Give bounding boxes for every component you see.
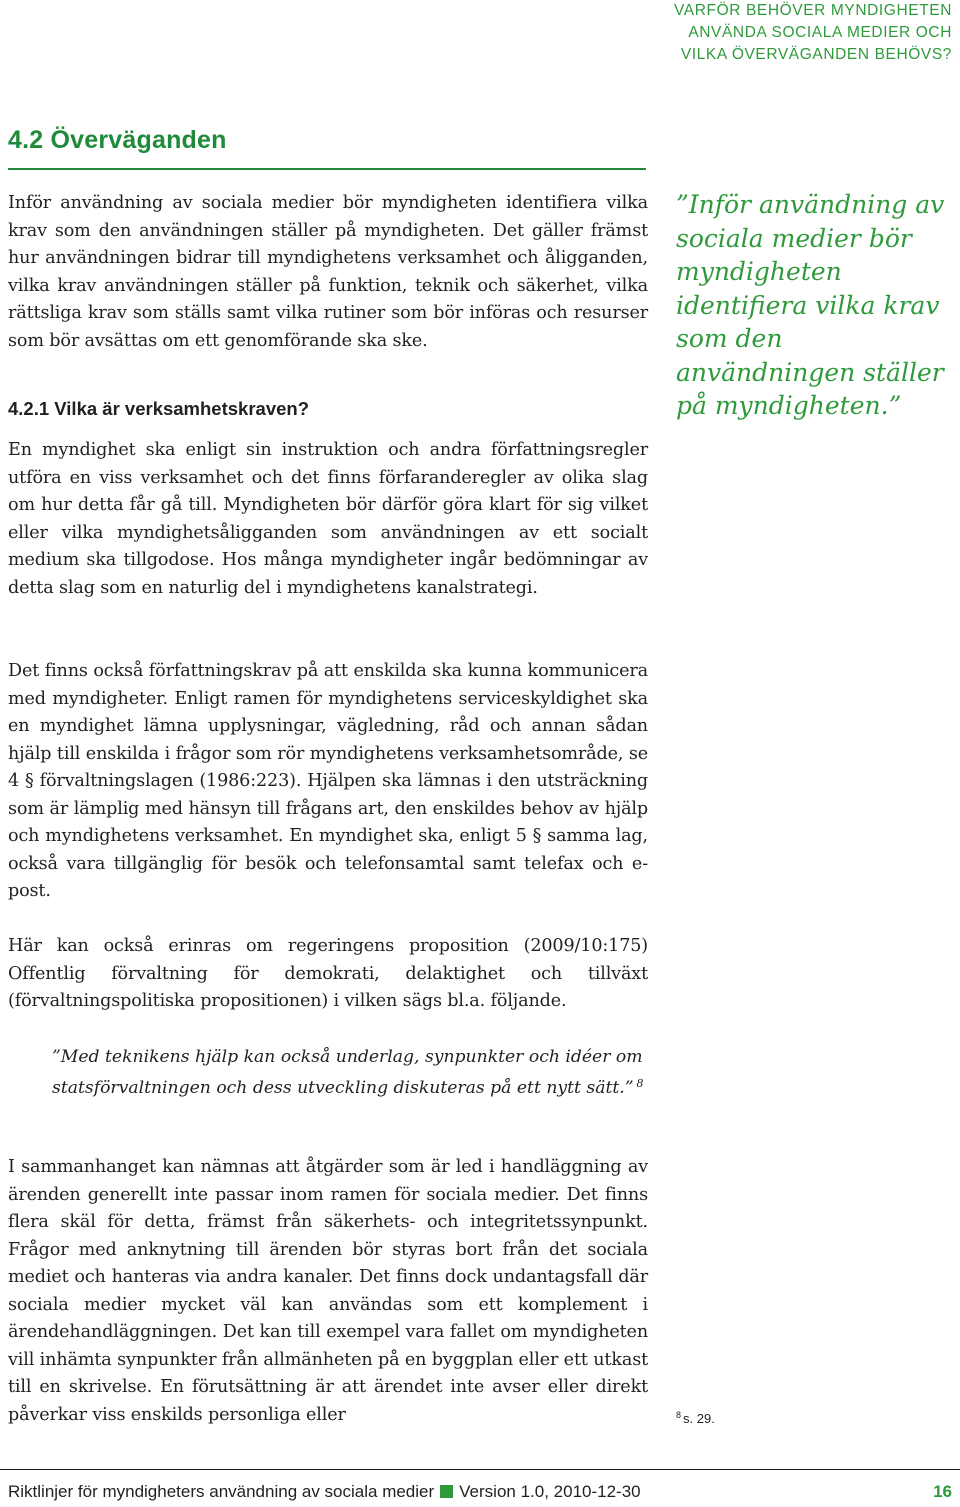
pull-quote: ”Inför användning av sociala medier bör myndigheten identifiera vilka krav som den användningen ställer på myndigheten.” [676, 190, 945, 420]
running-head-line-3: VILKA ÖVERVÄGANDEN BEHÖVS? [680, 46, 952, 63]
subsection-paragraph-4: I sammanhanget kan nämnas att åtgärder som är led i handläggning av ärenden generellt inte passar inom ramen för sociala medier. Det finns flera skäl för detta, främst från säkerhets- och integritetssynpunkt. Frågor med anknytning till ärenden bör styras bort från det sociala mediet och hanteras via andra kanaler. Det finns dock undantagsfall där sociala medier mycket väl kan användas som ett komplement i ärendehandläggningen. Det kan till exempel vara fallet om myndigheten vill inhämta synpunkter från allmänheten på en byggplan eller ett utkast till en skrivelse. En förutsättning är att ärendet inte avser eller direkt påverkar viss enskilds personliga eller [8, 1157, 648, 1425]
footer-rule [0, 1469, 960, 1470]
section-heading-rule [8, 168, 646, 170]
block-quote-text: ”Med teknikens hjälp kan också underlag, synpunkter och idéer om statsförvaltningen och dess utveckling diskuteras på ett nytt sätt.” [52, 1047, 643, 1098]
block-quote [52, 1044, 652, 1101]
subsection-paragraph-3: Här kan också erinras om regeringens proposition (2009/10:175) Offentlig förvaltning för demokrati, delaktighet och tillväxt (förvaltningspolitiska propositionen) i vilken sägs bl.a. följande. [8, 936, 648, 1011]
footnote [676, 1410, 715, 1426]
page-number: 16 [933, 1482, 952, 1501]
subsection-paragraph-block-4 [8, 1154, 648, 1429]
square-bullet-icon [440, 1485, 453, 1498]
section-heading: 4.2 Överväganden [8, 126, 227, 154]
subsection-paragraph-1: En myndighet ska enligt sin instruktion och andra författningsregler utföra en viss verksamhet och det finns förfaranderegler av olika slag om hur detta får gå till. Myndigheten bör därför göra klart för sig vilket eller vilka myndighetsåligganden som användningen av ett socialt medium ska tillgodose. Hos många myndigheter ingår bedömningar av detta slag som en naturlig del i myndighetens kanalstrategi. [8, 440, 648, 598]
running-head [622, 0, 952, 66]
footer-title: Riktlinjer för myndigheters användning av sociala medier [8, 1482, 435, 1501]
running-head-line-2: ANVÄNDA SOCIALA MEDIER OCH [688, 24, 952, 41]
section-intro [8, 190, 648, 355]
footer-version: Version 1.0, 2010-12-30 [459, 1482, 641, 1501]
subsection-paragraph-2: Det finns också författningskrav på att enskilda ska kunna kommunicera med myndigheter. Enligt ramen för myndighetens serviceskyldighet ska en myndighet lämna upplysningar, vägledning, råd och annan sådan hjälp till enskilda i frågor som rör myndighetens verksamhetsområde, se 4 § förvaltningslagen (1986:223). Hjälpen ska lämnas i den utsträckning som är lämplig med hänsyn till frågans art, den enskildes behov av hjälp och myndighetens verksamhet. En myndighet ska, enligt 5 § samma lag, också vara tillgänglig för besök och telefonsamtal samt telefax och e-post. [8, 661, 648, 901]
subsection-paragraph-block-2 [8, 658, 648, 906]
page-footer [8, 1482, 952, 1502]
footnote-number: 8 [676, 1410, 682, 1420]
subsection-paragraph-block-1 [8, 437, 648, 602]
subsection-heading: 4.2.1 Vilka är verksamhetskraven? [8, 398, 310, 419]
footnote-reference: 8 [636, 1076, 644, 1090]
section-paragraph-1: Inför användning av sociala medier bör myndigheten identifiera vilka krav som den användningen ställer på myndigheten. Det gäller främst hur användningen bidrar till myndighetens verksamhet och åligganden, vilka krav användningen ställer på funktion, teknik och säkerhet, vilka rättsliga krav som ställs samt vilka rutiner som bör införas och resurser som bör avsättas om ett genomförande ska ske. [8, 193, 648, 351]
subsection-paragraph-block-3 [8, 933, 648, 1016]
footnote-text: s. 29. [683, 1411, 715, 1426]
running-head-line-1: VARFÖR BEHÖVER MYNDIGHETEN [674, 2, 952, 19]
